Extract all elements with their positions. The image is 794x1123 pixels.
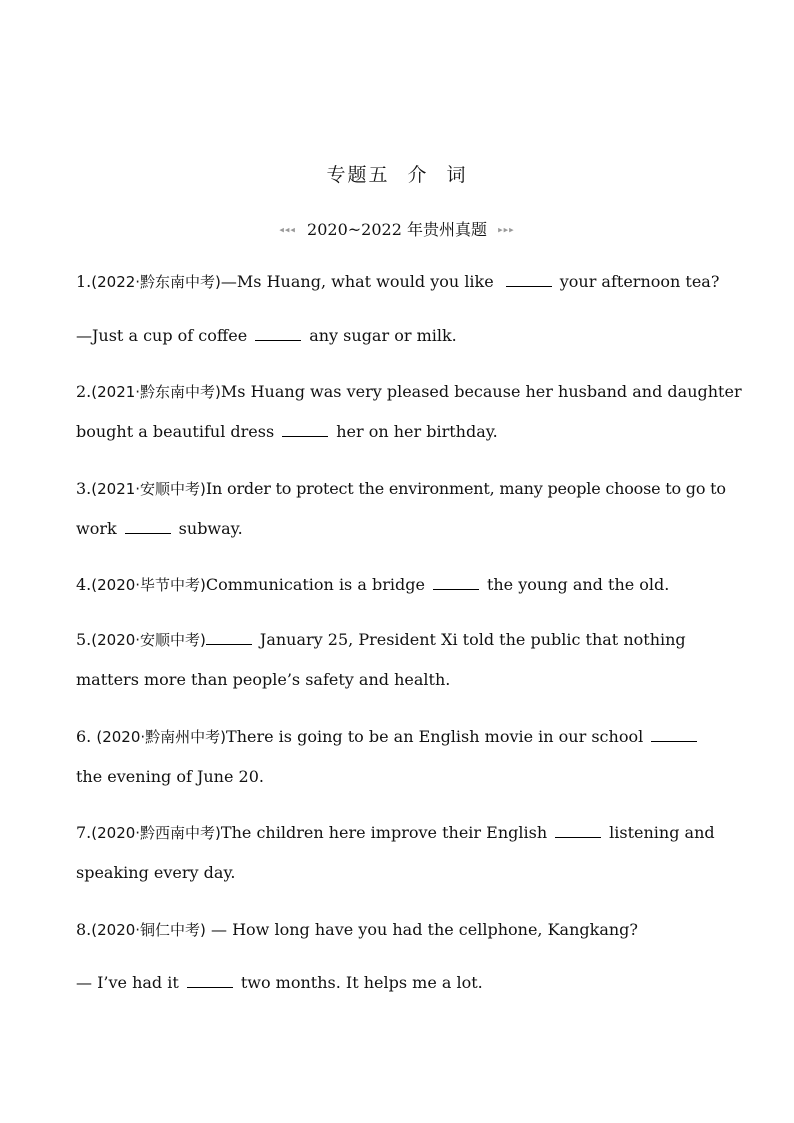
question-8-line-1 — [76, 920, 716, 940]
question-4-line-1 — [76, 575, 716, 595]
question-text: the young and the old. — [486, 575, 670, 594]
answer-blank[interactable] — [433, 575, 479, 590]
question-text: — How long have you had the cellphone, Kangkang? — [205, 920, 638, 939]
question-number: 6. — [76, 727, 97, 746]
question-text: Ms Huang was very pleased because her husband and daughter — [220, 382, 742, 401]
question-2-line-1 — [76, 382, 742, 402]
question-text: listening and — [609, 823, 715, 842]
question-number: 7. — [76, 823, 92, 842]
question-text: Communication is a bridge — [205, 575, 425, 594]
question-text: In order to protect the environment, many people choose to go to — [205, 479, 726, 498]
answer-blank[interactable] — [206, 630, 252, 645]
title-topic: 专题五 — [326, 164, 390, 186]
question-source: (2020·安顺中考) — [91, 631, 206, 649]
section-subtitle — [0, 217, 794, 240]
decorative-arrows-right: ▸▸▸ — [498, 225, 515, 236]
question-text: two months. It helps me a lot. — [240, 973, 483, 992]
question-source: (2020·毕节中考) — [91, 576, 206, 594]
question-text: her on her birthday. — [336, 422, 498, 441]
page-title — [0, 160, 794, 187]
question-source: (2022·黔东南中考) — [91, 273, 221, 291]
question-number: 4. — [76, 575, 92, 594]
answer-blank[interactable] — [651, 727, 697, 742]
question-text: —Just a cup of coffee — [76, 326, 248, 345]
answer-blank[interactable] — [555, 823, 601, 838]
question-text: the evening of June 20. — [76, 767, 264, 786]
question-text: speaking every day. — [76, 863, 236, 882]
question-number: 8. — [76, 920, 92, 939]
title-char-1: 介 — [407, 164, 429, 186]
answer-blank[interactable] — [125, 519, 171, 534]
question-6-line-1 — [76, 727, 716, 747]
question-text: any sugar or milk. — [309, 326, 457, 345]
question-7-line-2 — [76, 863, 716, 883]
question-source: (2020·黔西南中考) — [91, 824, 221, 842]
question-number: 2. — [76, 382, 92, 401]
question-1-line-1 — [76, 272, 720, 292]
question-source: (2020·黔南州中考) — [96, 728, 227, 746]
question-text: —Ms Huang, what would you like — [220, 272, 494, 291]
question-8-line-2 — [76, 973, 716, 993]
subtitle-text: 2020~2022 年贵州真题 — [307, 220, 487, 239]
question-text: — I’ve had it — [76, 973, 179, 992]
question-5-line-1 — [76, 630, 716, 650]
question-6-line-2 — [76, 767, 716, 787]
question-2-line-2 — [76, 422, 716, 442]
question-source: (2020·铜仁中考) — [91, 921, 206, 939]
answer-blank[interactable] — [187, 973, 233, 988]
decorative-arrows-left: ◂◂◂ — [279, 225, 296, 236]
question-text: January 25, President Xi told the public that nothing — [259, 630, 686, 649]
question-number: 3. — [76, 479, 92, 498]
question-text: work — [76, 519, 117, 538]
question-text: subway. — [178, 519, 243, 538]
answer-blank[interactable] — [506, 272, 552, 287]
question-text: your afternoon tea? — [559, 272, 720, 291]
question-text: matters more than people’s safety and health. — [76, 670, 451, 689]
question-text: There is going to be an English movie in our school — [226, 727, 644, 746]
question-text: The children here improve their English — [220, 823, 548, 842]
question-3-line-2 — [76, 519, 716, 539]
question-number: 5. — [76, 630, 92, 649]
question-number: 1. — [76, 272, 92, 291]
question-7-line-1 — [76, 823, 716, 843]
question-source: (2021·安顺中考) — [91, 480, 206, 498]
question-1-line-2 — [76, 326, 716, 346]
question-source: (2021·黔东南中考) — [91, 383, 221, 401]
question-5-line-2 — [76, 670, 716, 690]
question-text: bought a beautiful dress — [76, 422, 275, 441]
title-char-2: 词 — [446, 164, 468, 186]
question-3-line-1 — [76, 479, 726, 499]
answer-blank[interactable] — [255, 326, 301, 341]
answer-blank[interactable] — [282, 422, 328, 437]
